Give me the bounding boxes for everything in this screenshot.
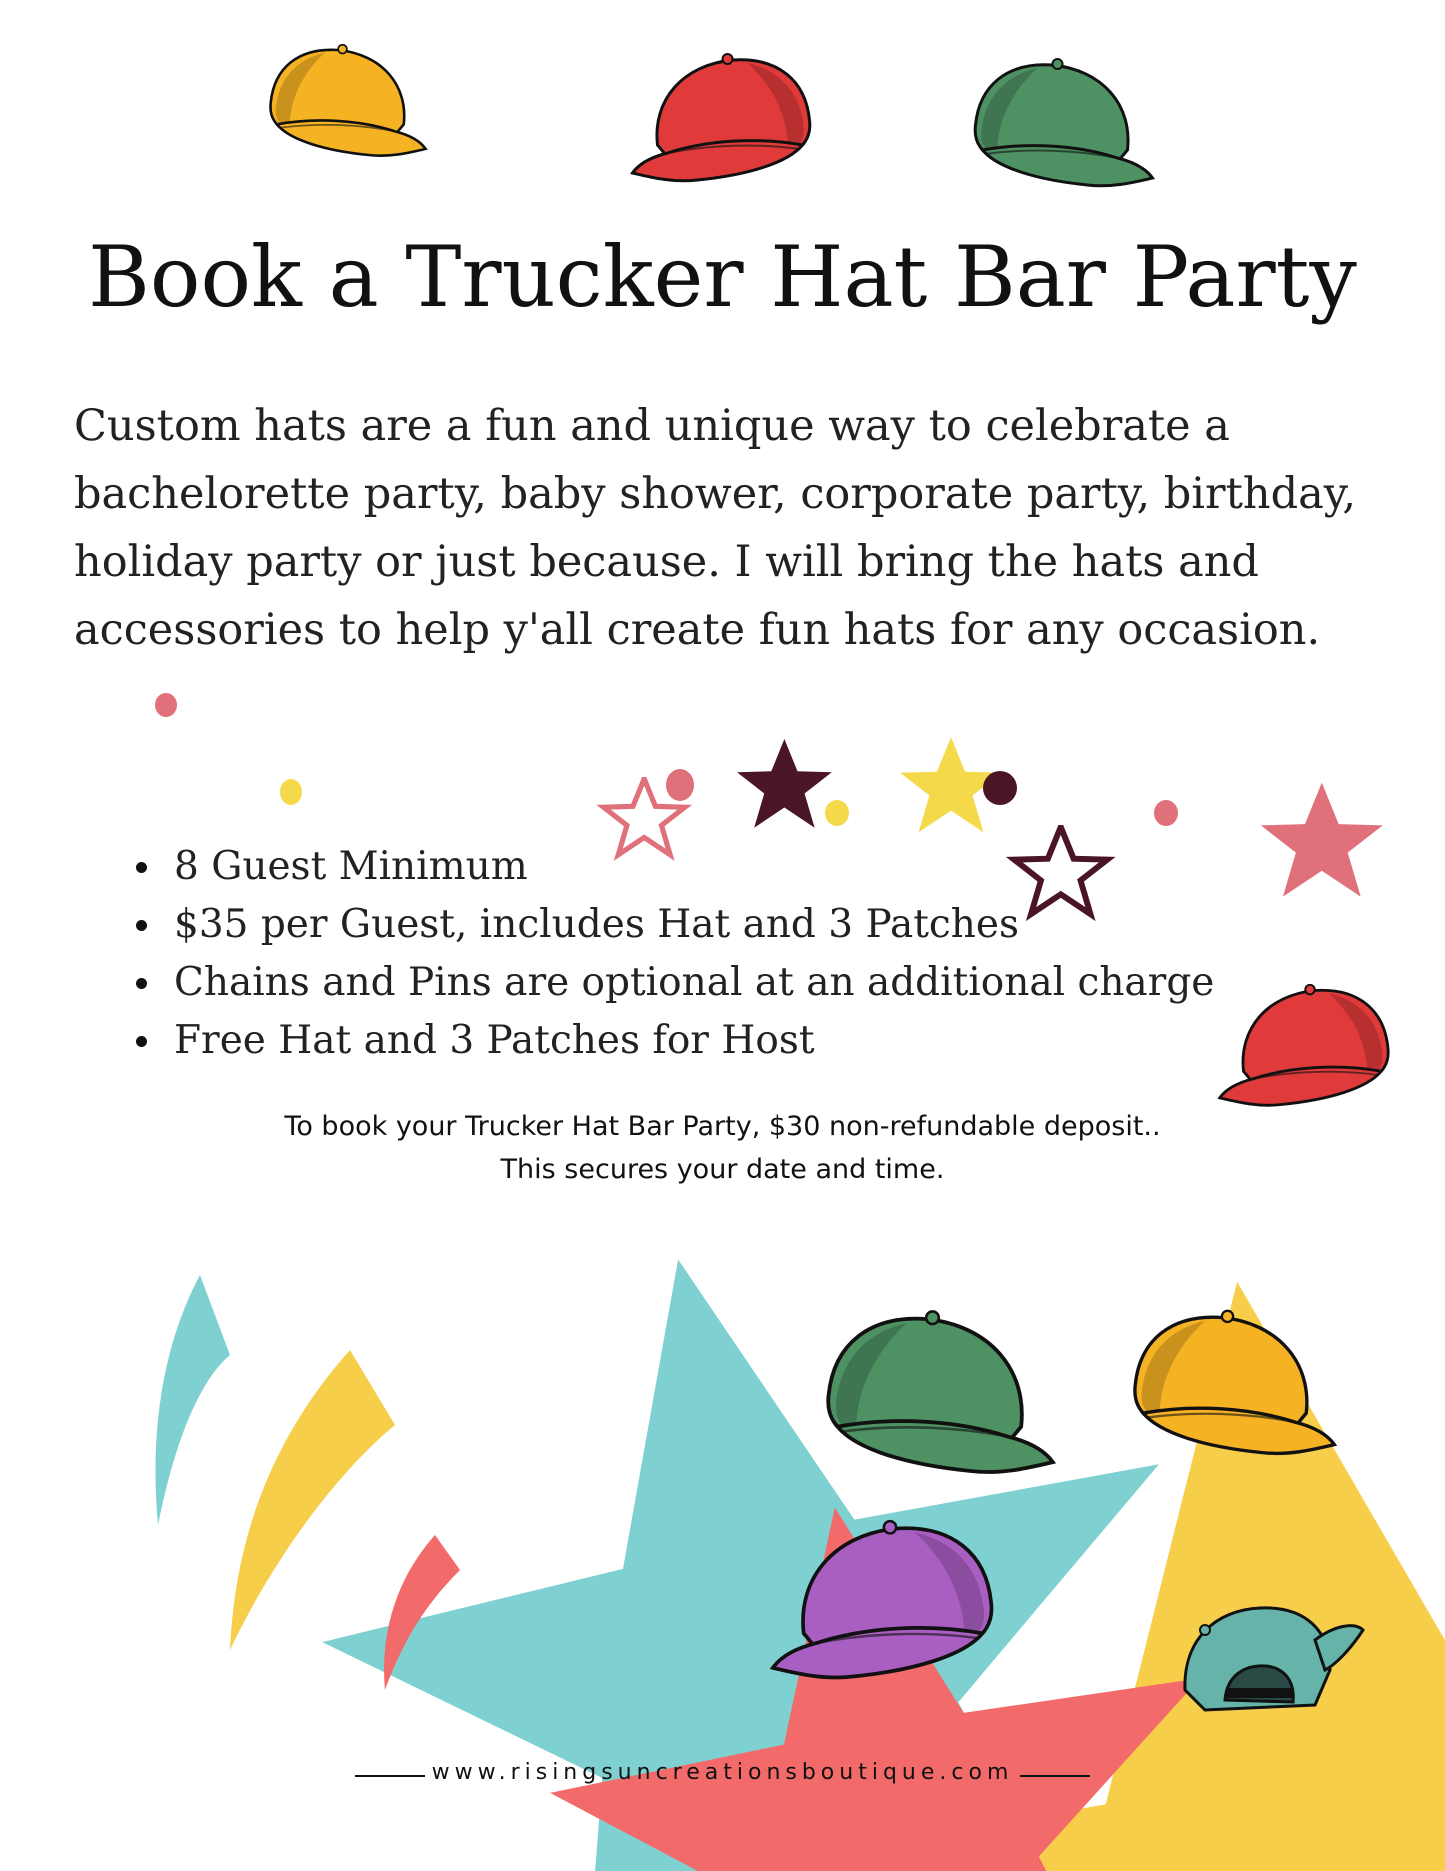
list-item: Chains and Pins are optional at an additional charge <box>130 954 1230 1012</box>
list-item: $35 per Guest, includes Hat and 3 Patches <box>130 896 1230 954</box>
yellow-star-trail <box>230 1350 395 1650</box>
confetti-star <box>737 739 832 828</box>
teal-star-trail <box>155 1275 230 1525</box>
footer-divider-right <box>1020 1775 1090 1777</box>
confetti-star <box>1261 783 1383 897</box>
shooting-stars-decoration <box>130 1150 650 1710</box>
footer-url: www.risingsuncreationsboutique.com <box>431 1760 1014 1785</box>
teal-hat-icon <box>1140 1570 1390 1720</box>
yellow-hat-icon <box>1115 1300 1340 1470</box>
red-hat-icon <box>625 45 830 195</box>
confetti-dot <box>280 779 302 805</box>
confetti-dot <box>1154 800 1178 826</box>
intro-paragraph: Custom hats are a fun and unique way to celebrate a bachelorette party, baby shower, corporate party, birthday, holiday party or just because. I will bring the hats and accessories to help y'all create fun hats for any occasion. <box>74 401 1357 655</box>
page-title: Book a Trucker Hat Bar Party <box>88 228 1357 326</box>
deposit-line: To book your Trucker Hat Bar Party, $30 non-refundable deposit.. <box>284 1111 1161 1142</box>
green-hat-icon <box>955 50 1160 200</box>
yellow-hat-icon <box>255 35 430 170</box>
bullet-icon <box>136 978 147 989</box>
list-item: Free Hat and 3 Patches for Host <box>130 1012 1230 1070</box>
bullet-icon <box>136 920 147 931</box>
list-item: 8 Guest Minimum <box>130 838 1230 896</box>
deposit-line: This secures your date and time. <box>500 1154 945 1185</box>
bullet-icon <box>136 1036 147 1047</box>
purple-hat-icon <box>755 1510 1025 1695</box>
confetti-dot <box>155 693 177 717</box>
green-hat-icon <box>805 1300 1060 1490</box>
feature-list <box>130 838 1230 1070</box>
bullet-icon <box>136 862 147 873</box>
confetti-dot <box>666 769 694 801</box>
red-hat-icon <box>1215 975 1405 1120</box>
confetti-dot <box>825 800 849 826</box>
confetti-dot <box>983 771 1017 805</box>
